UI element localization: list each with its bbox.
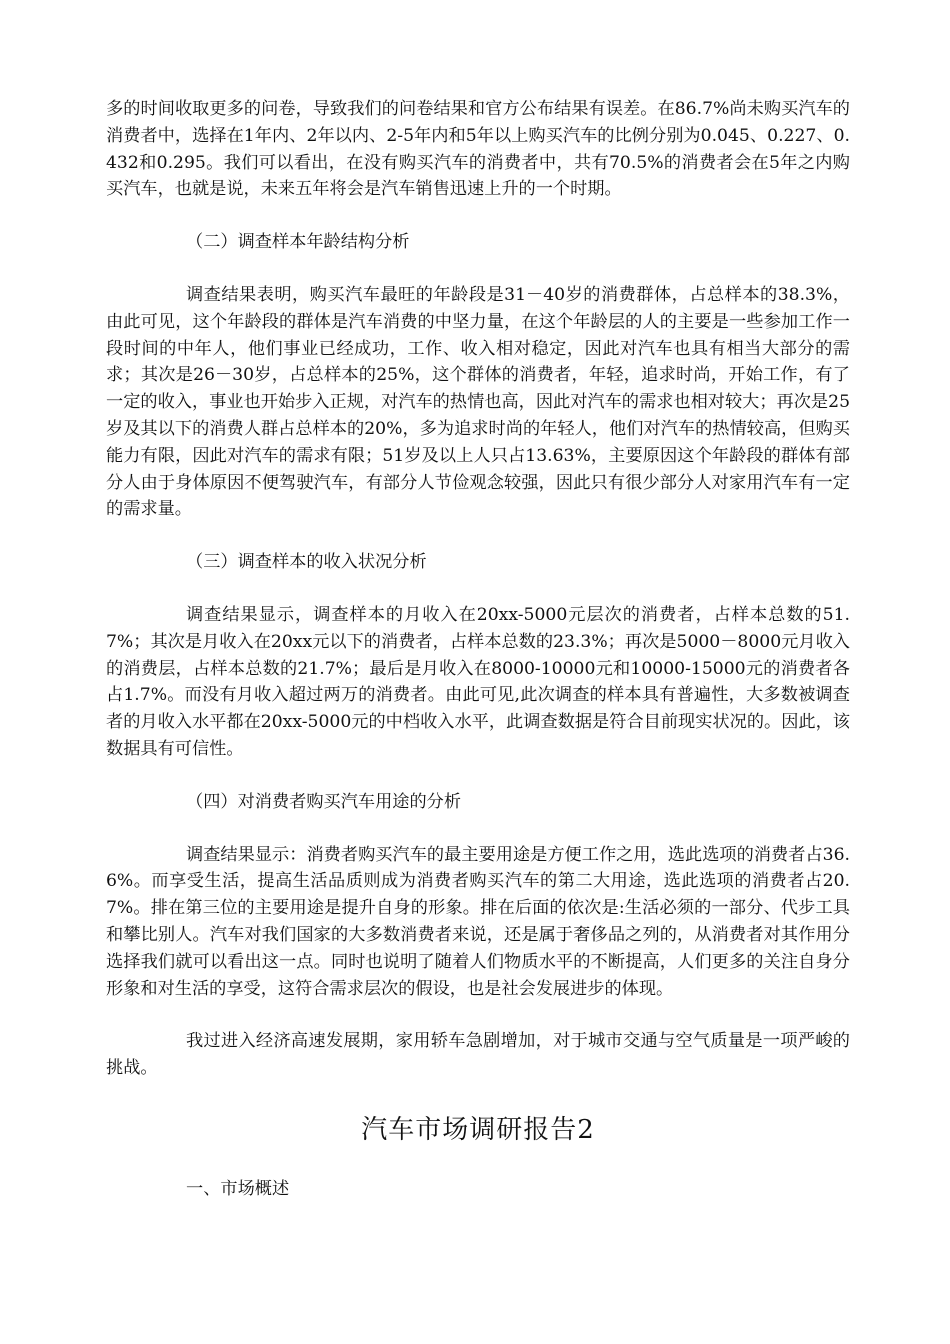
paragraph-traffic-challenge: 我过进入经济高速发展期，家用轿车急剧增加，对于城市交通与空气质量是一项严峻的挑战。 [106, 1031, 850, 1079]
heading-market-overview: 一、市场概述 [186, 1178, 290, 1199]
report-title: 汽车市场调研报告2 [361, 1114, 595, 1145]
heading-income-status: （三）调查样本的收入状况分析 [186, 552, 427, 573]
paragraph-survey-purchase-plan: 多的时间收取更多的问卷，导致我们的问卷结果和官方公布结果有误差。在86.7%尚未购买汽车的消费者中，选择在1年内、2年以内、2-5年内和5年以上购买汽车的比例分别为0.045、0.227、0.432和0.295。我们可以看出，在没有购买汽车的消费者中，共有70.5%的消费者会在5年之内购买汽车，也就是说，未来五年将会是汽车销售迅速上升的一个时期。 [106, 99, 850, 200]
heading-purchase-purpose: （四）对消费者购买汽车用途的分析 [186, 791, 462, 812]
paragraph-income-status: 调查结果显示，调查样本的月收入在20xx-5000元层次的消费者，占样本总数的51.7%；其次是月收入在20xx元以下的消费者，占样本总数的23.3%；再次是5000－8000元月收入的消费层，占样本总数的21.7%；最后是月收入在8000-10000元和10000-15000元的消费者各占1.7%。而没有月收入超过两万的消费者。由此可见,此次调查的样本具有普遍性，大多数被调查者的月收入水平都在20xx-5000元的中档收入水平，此调查数据是符合目前现实状况的。因此，该数据具有可信性。 [106, 604, 850, 759]
heading-age-structure: （二）调查样本年龄结构分析 [186, 232, 410, 253]
paragraph-age-structure: 调查结果表明，购买汽车最旺的年龄段是31－40岁的消费群体，占总样本的38.3%，由此可见，这个年龄段的群体是汽车消费的中坚力量，在这个年龄层的人的主要是一些参加工作一段时间的中年人，他们事业已经成功，工作、收入相对稳定，因此对汽车也具有相当大部分的需求；其次是26－30岁，占总样本的25%，这个群体的消费者，年轻，追求时尚，开始工作，有了一定的收入，事业也开始步入正规，对汽车的热情也高，因此对汽车的需求也相对较大；再次是25岁及其以下的消费人群占总样本的20%，多为追求时尚的年轻人，他们对汽车的热情较高，但购买能力有限，因此对汽车的需求有限；51岁及以上人只占13.63%，主要原因这个年龄段的群体有部分人由于身体原因不便驾驶汽车，有部分人节俭观念较强，因此只有很少部分人对家用汽车有一定的需求量。 [106, 284, 850, 520]
document-page [106, 96, 850, 1203]
paragraph-purchase-purpose: 调查结果显示：消费者购买汽车的最主要用途是方便工作之用，选此选项的消费者占36.6%。而享受生活，提高生活品质则成为消费者购买汽车的第二大用途，选此选项的消费者占20.7%。排在第三位的主要用途是提升自身的形象。排在后面的依次是:生活必须的一部分、代步工具和攀比别人。汽车对我们国家的大多数消费者来说，还是属于奢侈品之列的，从消费者对其作用分选择我们就可以看出这一点。同时也说明了随着人们物质水平的不断提高，人们更多的关注自身分形象和对生活的享受，这符合需求层次的假设，也是社会发展进步的体现。 [106, 844, 850, 999]
